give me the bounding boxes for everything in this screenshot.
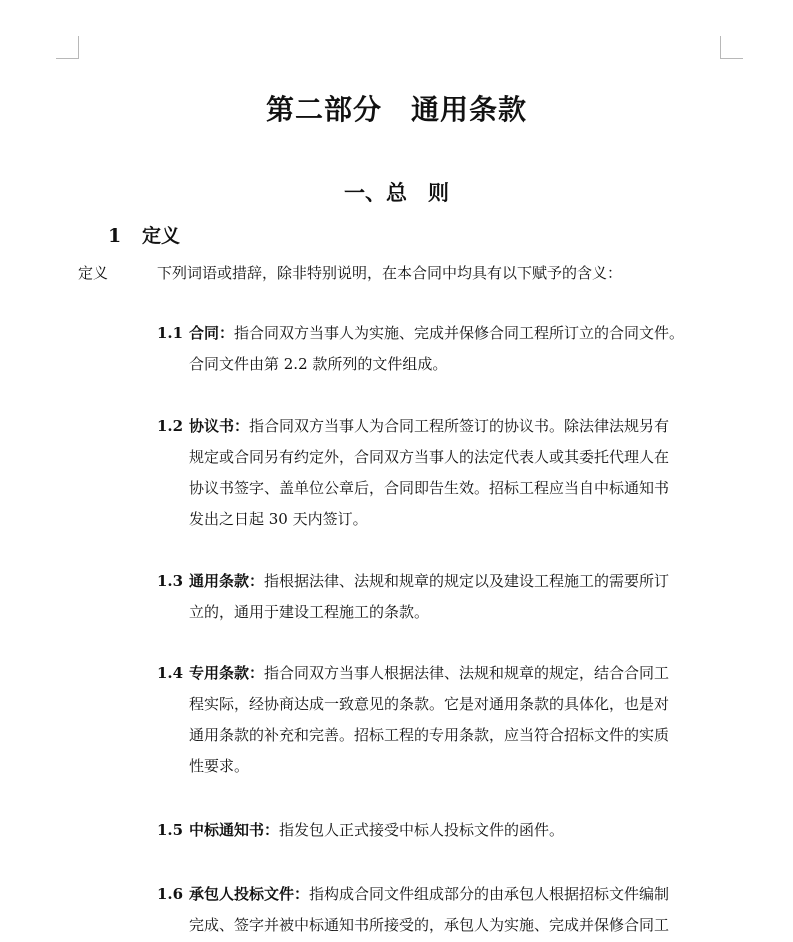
clause-1-2 [157, 411, 717, 535]
clause-term: 通用条款： [189, 572, 265, 590]
margin-label: 定义 [78, 264, 109, 282]
clause-1-6 [157, 879, 717, 941]
clause-line: 性要求。 [189, 757, 250, 775]
clause-text: 指构成合同文件组成部分的由承包人根据招标文件编制 [309, 885, 670, 903]
clause-term: 专用条款： [189, 664, 265, 682]
clause-1-4 [157, 658, 717, 782]
clause-text: 指合同双方当事人根据法律、法规和规章的规定，结合合同工 [264, 664, 670, 682]
clause-line [157, 815, 717, 846]
clause-1-3 [157, 566, 717, 628]
clause-number: 1.4 [157, 664, 184, 682]
clause-term: 中标通知书： [189, 821, 280, 839]
clause-line: 规定或合同另有约定外，合同双方当事人的法定代表人或其委托代理人在 [189, 448, 670, 466]
intro-paragraph: 下列词语或措辞，除非特别说明，在本合同中均具有以下赋予的含义： [157, 264, 623, 282]
clause-line: 通用条款的补充和完善。招标工程的专用条款，应当符合招标文件的实质 [189, 726, 670, 744]
crop-mark-top-left [56, 36, 79, 59]
clause-text: 指根据法律、法规和规章的规定以及建设工程施工的需要所订 [264, 572, 670, 590]
clause-1-1 [157, 318, 717, 380]
clause-term: 合同： [189, 324, 235, 342]
clause-line [157, 566, 717, 597]
clause-term: 承包人投标文件： [189, 885, 310, 903]
clause-line: 立的，通用于建设工程施工的条款。 [189, 603, 430, 621]
clause-1-5 [157, 815, 717, 846]
clause-term: 协议书： [189, 417, 250, 435]
clause-number: 1.5 [157, 821, 184, 839]
crop-mark-top-right [720, 36, 743, 59]
clause-line: 完成、签字并被中标通知书所接受的，承包人为实施、完成并保修合同工 [189, 916, 670, 934]
clause-line [157, 411, 717, 442]
clause-line [157, 879, 717, 910]
clause-text: 指合同双方当事人为合同工程所签订的协议书。除法律法规另有 [249, 417, 670, 435]
clause-number: 1.2 [157, 417, 184, 435]
clause-line [157, 318, 717, 349]
section-title: 定义 [142, 225, 181, 247]
clause-line [157, 658, 717, 689]
clause-number: 1.3 [157, 572, 184, 590]
clause-text: 指合同双方当事人为实施、完成并保修合同工程所订立的合同文件。 [234, 324, 685, 342]
clause-line: 协议书签字、盖单位公章后，合同即告生效。招标工程应当自中标通知书 [189, 479, 670, 497]
clause-number: 1.1 [157, 324, 184, 342]
clause-line: 发出之日起 30 天内签订。 [189, 510, 368, 528]
section-number: 1 [108, 225, 122, 247]
clause-number: 1.6 [157, 885, 184, 903]
clause-line: 合同文件由第 2.2 款所列的文件组成。 [189, 355, 448, 373]
section-heading [108, 222, 180, 250]
chapter-heading: 一、总 则 [344, 180, 449, 205]
document-title: 第二部分 通用条款 [265, 93, 527, 126]
clause-line: 程实际，经协商达成一致意见的条款。它是对通用条款的具体化，也是对 [189, 695, 670, 713]
clause-text: 指发包人正式接受中标人投标文件的函件。 [279, 821, 565, 839]
